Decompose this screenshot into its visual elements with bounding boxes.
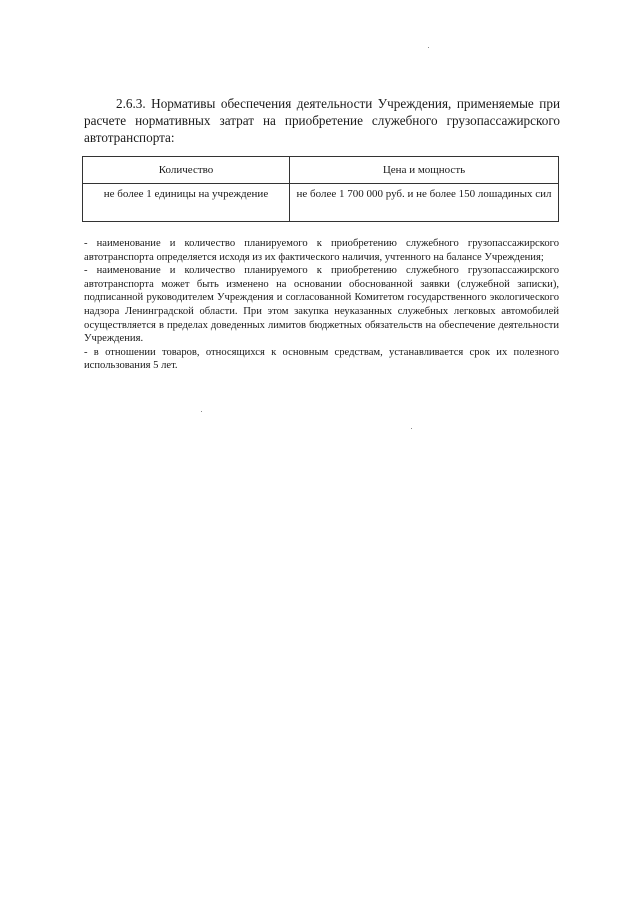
table-header-price-power: Цена и мощность [290, 157, 559, 184]
table-cell-price-power: не более 1 700 000 руб. и не более 150 лошадиных сил [290, 184, 559, 222]
scan-speck [411, 428, 412, 429]
section-heading: 2.6.3. Нормативы обеспечения деятельности Учреждения, применяемые при расчете нормативных затрат на приобретение служебного грузопассажирского автотранспорта: [84, 96, 560, 145]
table-header-quantity: Количество [83, 157, 290, 184]
table-header-row [83, 157, 559, 184]
note-item: - в отношении товаров, относящихся к основным средствам, устанавливается срок их полезного использования 5 лет. [84, 346, 559, 372]
note-item: - наименование и количество планируемого к приобретению служебного грузопассажирского автотранспорта может быть изменено на основании обоснованной заявки (служебной записки), подписанной руководителем Учреждения и согласованной Комитетом государственного экологического надзора Ленинградской области. При этом закупка неуказанных служебных легковых автомобилей осуществляется в пределах доведенных лимитов бюджетных обязательств на обеспечение деятельности Учреждения. [84, 265, 559, 345]
scan-speck [201, 411, 202, 412]
norms-table [82, 156, 559, 222]
table-cell-quantity: не более 1 единицы на учреждение [83, 184, 290, 222]
notes-list [84, 237, 559, 373]
table-row [83, 184, 559, 222]
scan-speck [428, 47, 429, 48]
note-item: - наименование и количество планируемого к приобретению служебного грузопассажирского автотранспорта определяется исходя из их фактического наличия, учтенного на балансе Учреждения; [84, 238, 559, 263]
